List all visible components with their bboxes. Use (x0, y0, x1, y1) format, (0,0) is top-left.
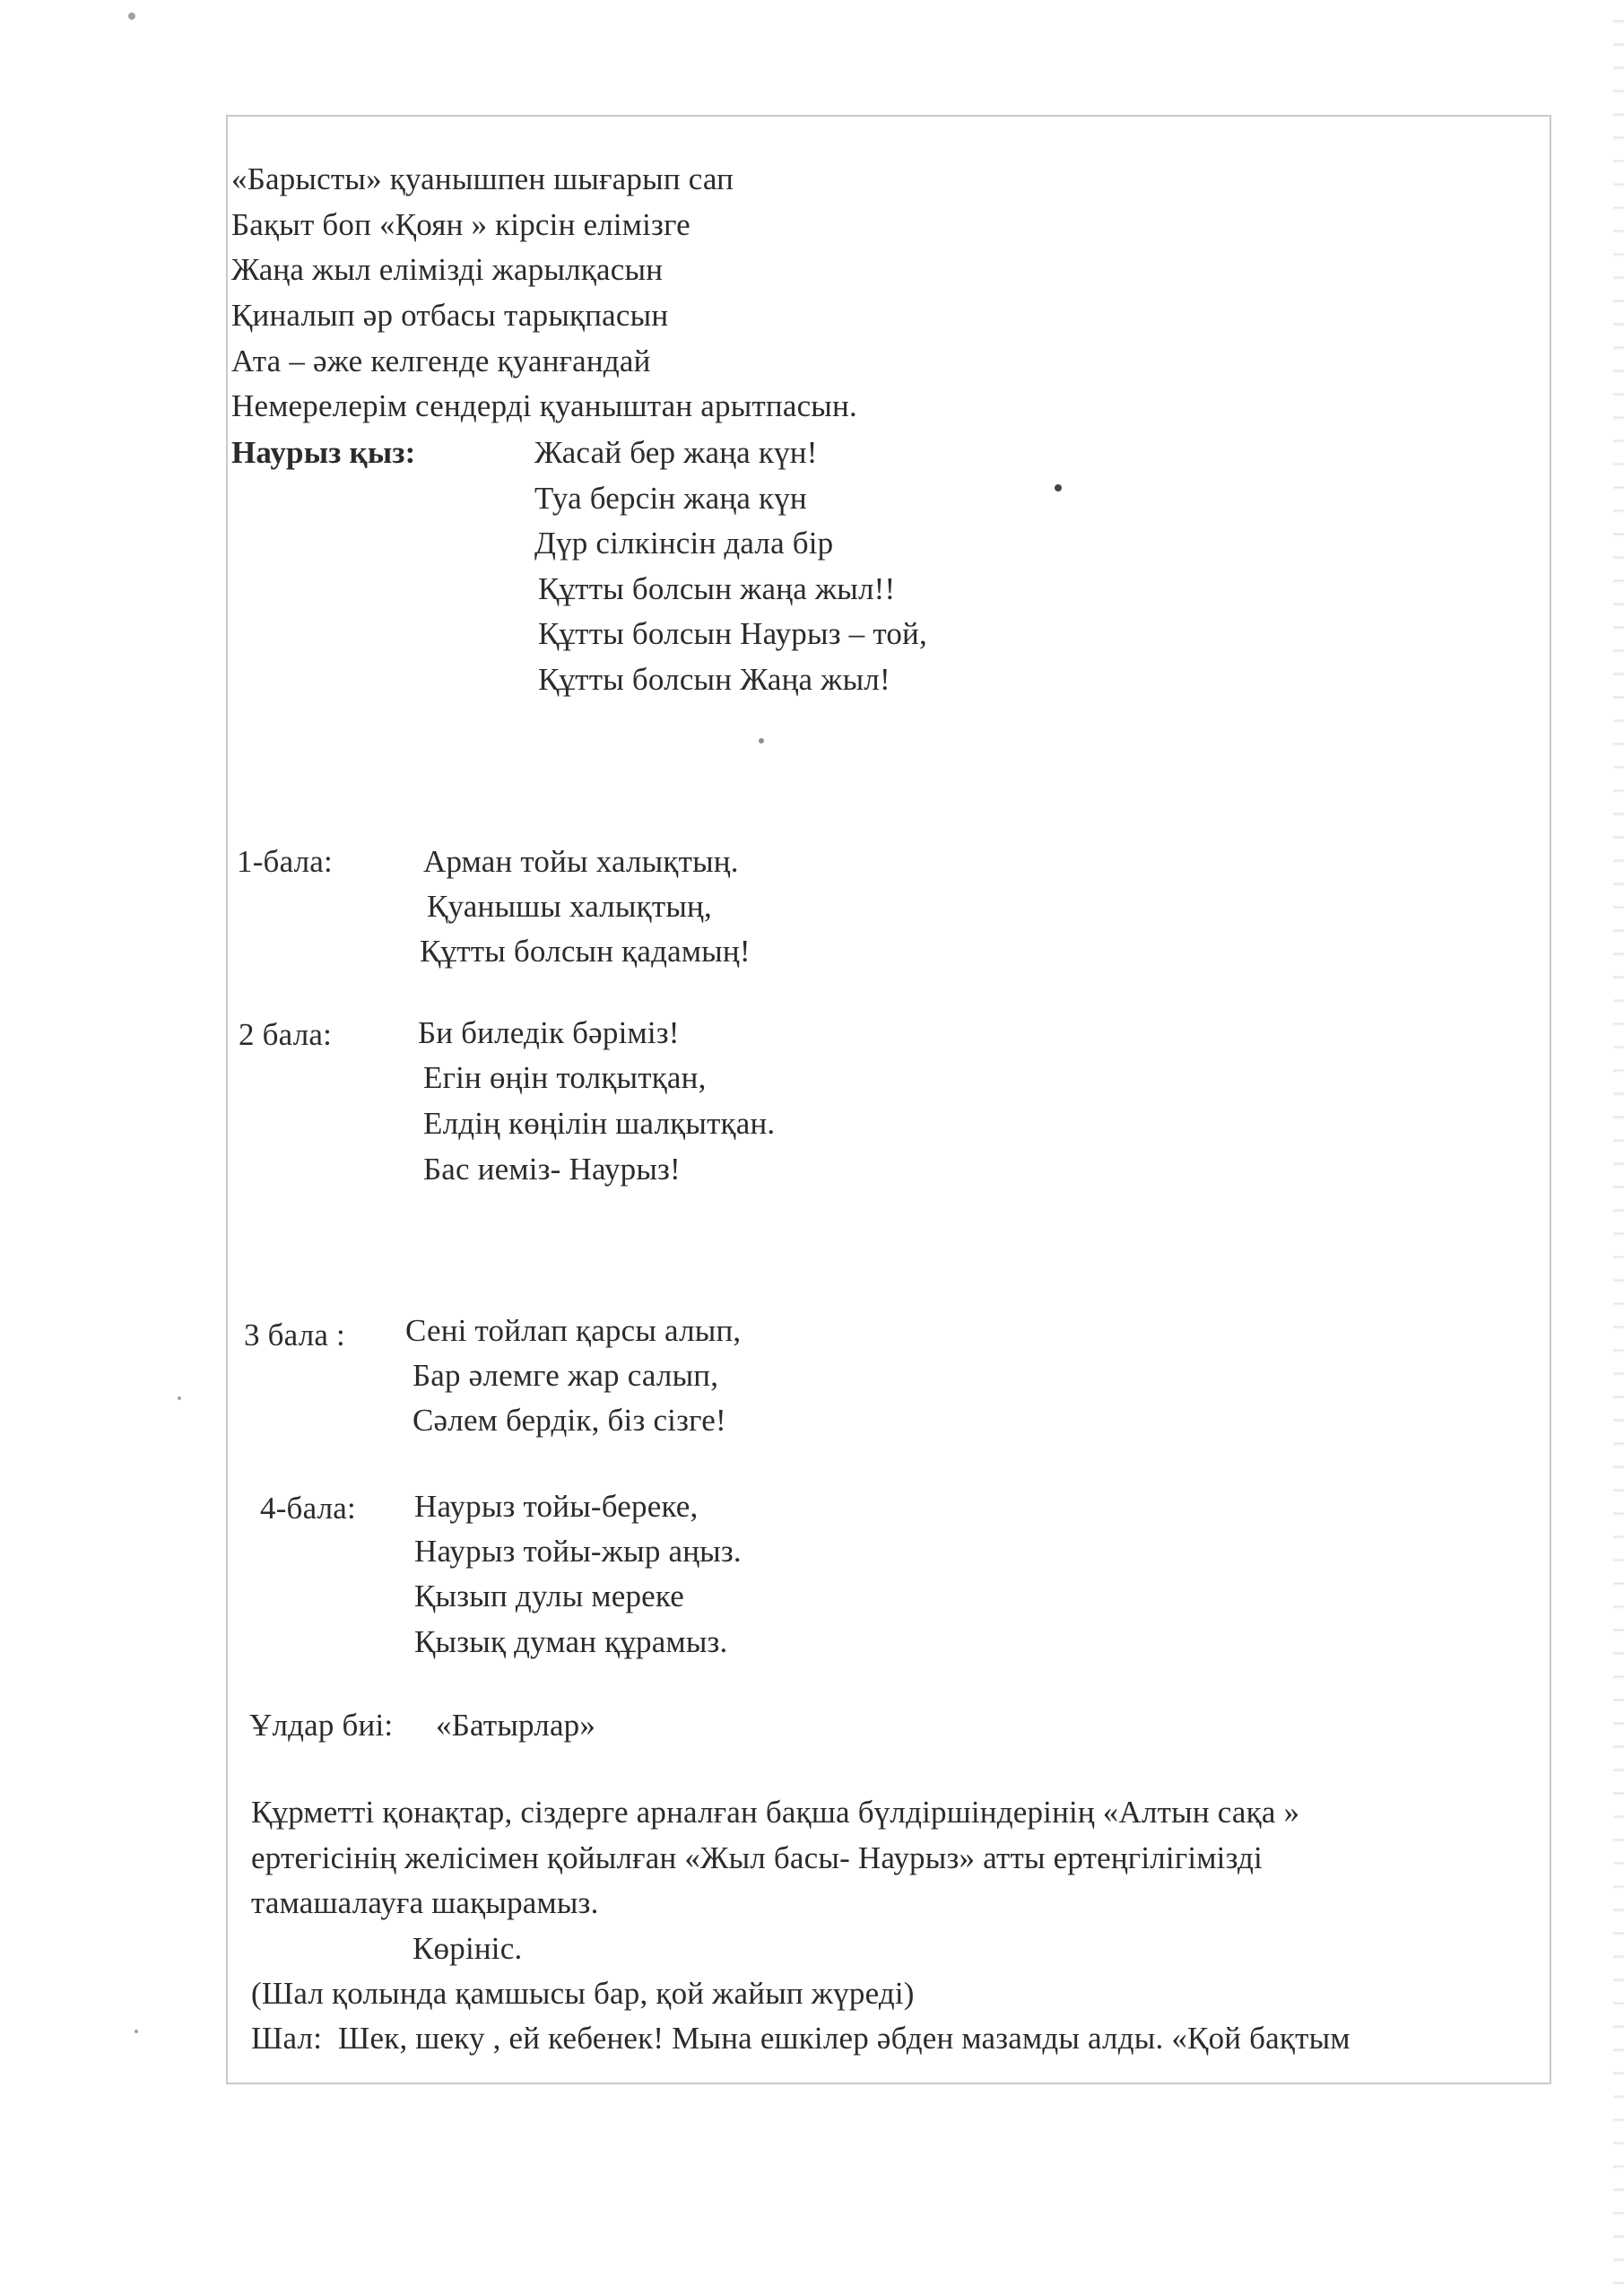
intro-line: Бақыт боп «Қоян » кірсін елімізге (231, 207, 690, 242)
verse-line: Қызып дулы мереке (414, 1578, 684, 1613)
speaker-label: 1-бала: (237, 844, 333, 879)
scan-speck (1055, 484, 1062, 491)
scan-speck (178, 1396, 181, 1400)
verse-line: Би биледік бәріміз! (418, 1015, 680, 1050)
speaker-label: 2 бала: (239, 1017, 333, 1052)
scan-speck (128, 13, 135, 20)
verse-line: Егін өңін толқытқан, (423, 1060, 707, 1095)
stage-direction: (Шал қолында қамшысы бар, қой жайып жүреді) (251, 1976, 915, 2011)
announcement-line: тамашалауға шақырамыз. (251, 1885, 599, 1920)
dance-label: Ұлдар биі: (249, 1708, 394, 1743)
speaker-label: 4-бала: (260, 1491, 356, 1526)
verse-line: Бас иеміз- Наурыз! (423, 1152, 681, 1187)
verse-line: Арман тойы халықтың. (423, 844, 739, 879)
verse-line: Дүр сілкінсін дала бір (534, 526, 834, 561)
verse-line: Жасай бер жаңа күн! (534, 435, 818, 470)
verse-line: Құтты болсын Наурыз – той, (538, 616, 927, 651)
verse-line: Қызық думан құрамыз. (414, 1624, 728, 1659)
verse-line: Қуанышы халықтың, (427, 889, 712, 924)
intro-line: Қиналып әр отбасы тарықпасын (231, 298, 669, 333)
verse-line: Бар әлемге жар салып, (413, 1358, 719, 1393)
scene-heading: Көрініс. (413, 1931, 523, 1966)
intro-line: Ата – әже келгенде қуанғандай (231, 344, 651, 378)
speaker-label: 3 бала : (244, 1318, 345, 1352)
intro-line: «Барысты» қуанышпен шығарып сап (231, 161, 734, 196)
scan-speck (759, 738, 764, 744)
scan-edge-artifact (1613, 0, 1624, 2296)
verse-line: Наурыз тойы-береке, (414, 1489, 699, 1524)
intro-line: Жаңа жыл елімізді жарылқасын (231, 252, 664, 287)
verse-line: Сені тойлап қарсы алып, (405, 1313, 742, 1348)
verse-line: Құтты болсын жаңа жыл!! (538, 571, 896, 606)
dialogue-speaker: Шал: (251, 2021, 323, 2056)
announcement-line: ертегісінің желісімен қойылған «Жыл басы- Наурыз» атты ертеңгілігімізді (251, 1840, 1263, 1875)
announcement-line: Құрметті қонақтар, сіздерге арналған бақша бүлдіршіндерінің «Алтын сақа » (251, 1795, 1300, 1830)
verse-line: Наурыз тойы-жыр аңыз. (414, 1534, 742, 1569)
verse-line: Құтты болсын қадамың! (420, 934, 751, 969)
dialogue-line (251, 2020, 1350, 2057)
intro-line: Немерелерім сендерді қуаныштан арытпасын. (231, 388, 857, 423)
scan-speck (135, 2030, 138, 2033)
verse-line: Сәлем бердік, біз сізге! (413, 1403, 726, 1438)
dance-title: «Батырлар» (436, 1708, 596, 1743)
verse-line: Елдің көңілін шалқытқан. (423, 1106, 776, 1141)
verse-line: Туа берсін жаңа күн (534, 481, 807, 516)
dialogue-text: Шек, шеку , ей кебенек! Мына ешкілер әбден мазамды алды. «Қой бақтым (338, 2021, 1350, 2056)
verse-line: Құтты болсын Жаңа жыл! (538, 662, 890, 697)
speaker-label: Наурыз қыз: (231, 435, 416, 470)
